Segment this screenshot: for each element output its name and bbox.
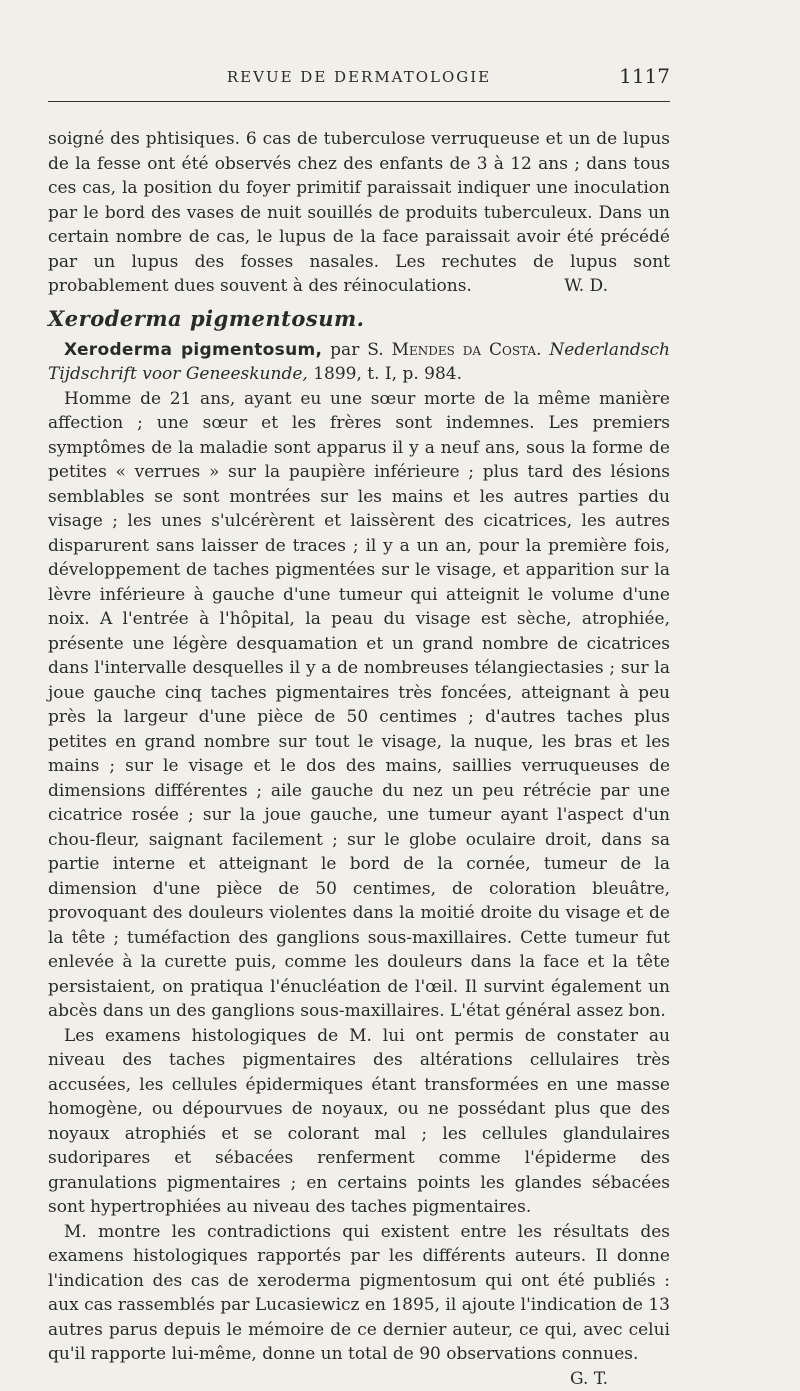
paragraph-histology: Les examens histologiques de M. lui ont permis de constater au niveau des taches pigmentaires des altérations cellulaires très accusées, les cellules épidermiques étant transformées en une masse homogène, ou dépourvues de noyaux, ou ne possédant plus que des noyaux atrophiés et se colorant mal ; les cellules glandulaires sudoripares et sébacées renferment comme l'épiderme des granulations pigmentaires ; en certains points les glandes sébacées sont hypertrophiées au niveau des taches pigmentaires. [48, 1024, 670, 1220]
reference-author: Mendes da Costa. [392, 340, 542, 360]
bibliographic-reference [48, 338, 670, 387]
paragraph-text: soigné des phtisiques. 6 cas de tuberculose verruqueuse et un de lupus de la fesse ont été observés chez des enfants de 3 à 12 ans ; dans tous ces cas, la position du foyer primitif paraissait indiquer une inoculation par le bord des vases de nuit souillés de produits tuberculeux. Dans un certain nombre de cas, le lupus de la face paraissait avoir été précédé par un lupus des fosses nasales. Les rechutes de lupus sont probablement dues souvent à des réinoculations. [48, 129, 670, 296]
article-title: Xeroderma pigmentosum, [64, 340, 322, 360]
signature: W. D. [564, 274, 608, 299]
section-title: Xeroderma pigmentosum. [48, 305, 670, 333]
header-rule [48, 101, 670, 102]
paragraph-continuation [48, 127, 670, 299]
article-body [48, 127, 670, 1391]
paragraph-case-report: Homme de 21 ans, ayant eu une sœur morte de la même manière affection ; une sœur et les frères sont indemnes. Les premiers symptômes de la maladie sont apparus il y a neuf ans, sous la forme de petites « verrues » sur la paupière inférieure ; plus tard des lésions semblables se sont montrées sur les mains et les autres parties du visage ; les unes s'ulcérèrent et laissèrent des cicatrices, les autres disparurent sans laisser de traces ; il y a un an, pour la première fois, développement de taches pigmentées sur le visage, et apparition sur la lèvre inférieure à gauche d'une tumeur qui atteignit le volume d'une noix. A l'entrée à l'hôpital, la peau du visage est sèche, atrophiée, présente une légère desquamation et un grand nombre de cicatrices dans l'intervalle desquelles il y a de nombreuses télangiectasies ; sur la joue gauche cinq taches pigmentaires très foncées, atteignant à peu près la largeur d'une pièce de 50 centimes ; d'autres taches plus petites en grand nombre sur tout le visage, la nuque, les bras et les mains ; sur le visage et le dos des mains, saillies verruqueuses de dimensions différentes ; aile gauche du nez un peu rétrécie par une cicatrice rosée ; sur la joue gauche, une tumeur ayant l'aspect d'un chou-fleur, saignant facilement ; sur le globe oculaire droit, dans sa partie interne et atteignant le bord de la cornée, tumeur de la dimension d'une pièce de 50 centimes, de coloration bleuâtre, provoquant des douleurs violentes dans la moitié droite du visage et de la tête ; tuméfaction des ganglions sous-maxillaires. Cette tumeur fut enlevée à la curette puis, comme les douleurs dans la face et la tête persistaient, on pratiqua l'énucléation de l'œil. Il survint également un abcès dans un des ganglions sous-maxillaires. L'état général assez bon. [48, 387, 670, 1024]
running-title: REVUE DE DERMATOLOGIE [48, 68, 670, 86]
paragraph-conclusion [48, 1220, 670, 1367]
page-number: 1117 [619, 64, 670, 88]
reference-par: par S. [330, 340, 384, 360]
reference-journal: Nederlandsch Tijdschrift voor Geneeskunde, [48, 340, 670, 385]
signature: G. T. [554, 1367, 608, 1391]
paragraph-text: M. montre les contradictions qui existent entre les résultats des examens histologiques rapportés par les différents auteurs. Il donne l'indication des cas de xeroderma pigmentosum qui ont été publiés : aux cas rassemblés par Lucasiewicz en 1895, il ajoute l'indication de 13 autres parus depuis le mémoire de ce dernier auteur, ce qui, avec celui qu'il rapporte lui-même, donne un total de 90 observations connues. [48, 1222, 670, 1365]
reference-details: 1899, t. I, p. 984. [313, 364, 462, 384]
page-header [48, 64, 670, 94]
